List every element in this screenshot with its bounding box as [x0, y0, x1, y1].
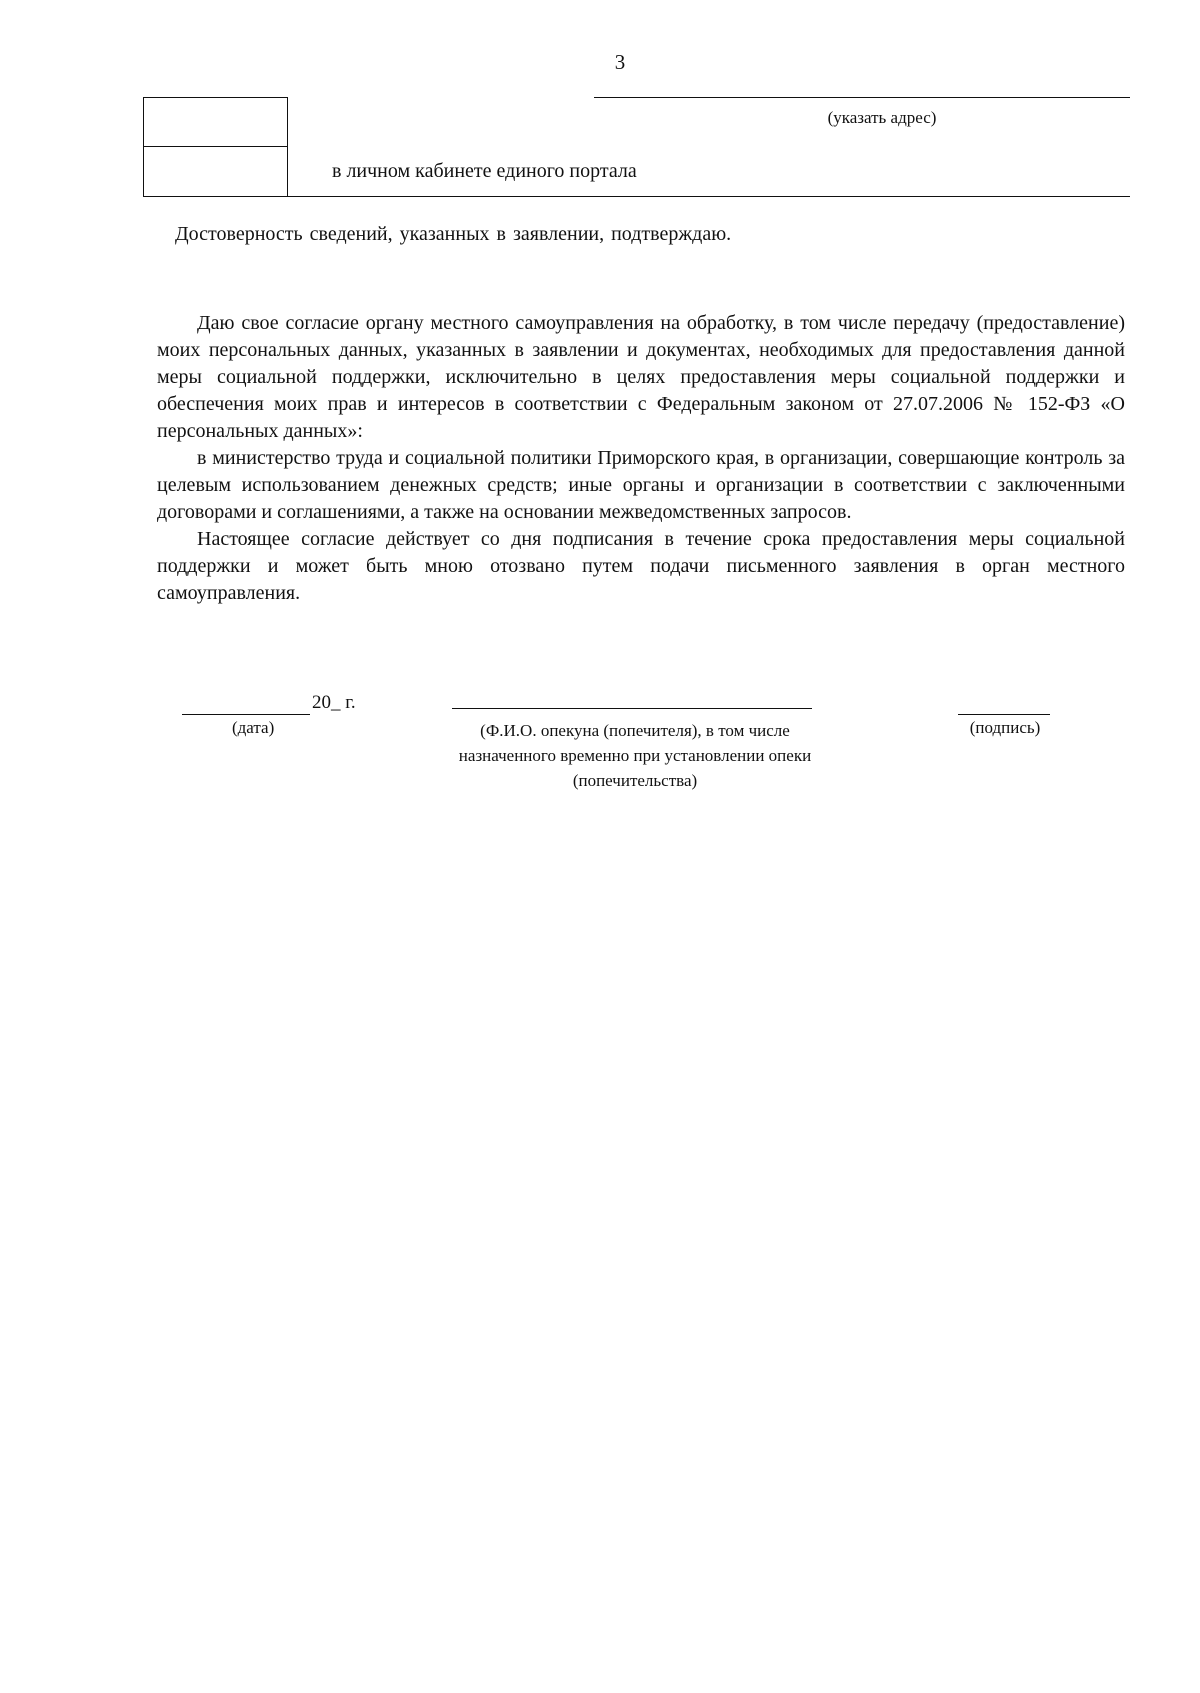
option-checkbox-group	[143, 97, 288, 197]
guardian-name-caption-line-1: (Ф.И.О. опекуна (попечителя), в том числе	[480, 721, 790, 740]
cabinet-option-checkbox[interactable]	[144, 147, 287, 196]
cabinet-option-line	[288, 196, 1130, 197]
guardian-name-line[interactable]	[452, 708, 812, 709]
guardian-name-caption	[410, 718, 860, 793]
page-number: 3	[614, 50, 626, 74]
guardian-name-caption-line-2: назначенного временно при установлении опеки	[458, 746, 812, 765]
address-option-checkbox[interactable]	[144, 98, 287, 147]
cabinet-option-label: в личном кабинете единого портала	[332, 160, 637, 182]
address-caption: (указать адрес)	[827, 108, 937, 127]
signature-line[interactable]	[958, 714, 1050, 715]
date-field-line[interactable]	[182, 714, 310, 715]
consent-paragraph-1: Даю свое согласие органу местного самоуправления на обработку, в том числе передачу (предоставление) моих персональных данных, указанных в заявлении и документах, необходимых для предоставления данной меры социальной поддержки, исключительно в целях предоставления меры социальной поддержки и обеспечения моих прав и интересов в соответствии с Федеральным законом от 27.07.2006 № 152-ФЗ «О персональных данных»:	[157, 312, 1125, 442]
date-year-text: 20_ г.	[312, 692, 356, 713]
confirmation-statement: Достоверность сведений, указанных в заявлении, подтверждаю.	[175, 223, 732, 245]
signature-caption: (подпись)	[969, 718, 1041, 737]
consent-block	[157, 310, 1125, 607]
guardian-name-caption-line-3: (попечительства)	[572, 771, 698, 790]
consent-paragraph-2: в министерство труда и социальной политики Приморского края, в организации, совершающие контроль за целевым использованием денежных средств; иные органы и организации в соответствии с заключенными договорами и соглашениями, а также на основании межведомственных запросов.	[157, 447, 1125, 523]
address-line	[594, 97, 1130, 98]
date-caption: (дата)	[232, 718, 275, 737]
consent-paragraph-3: Настоящее согласие действует со дня подписания в течение срока предоставления меры социальной поддержки и может быть мною отозвано путем подачи письменного заявления в орган местного самоуправления.	[157, 528, 1125, 604]
